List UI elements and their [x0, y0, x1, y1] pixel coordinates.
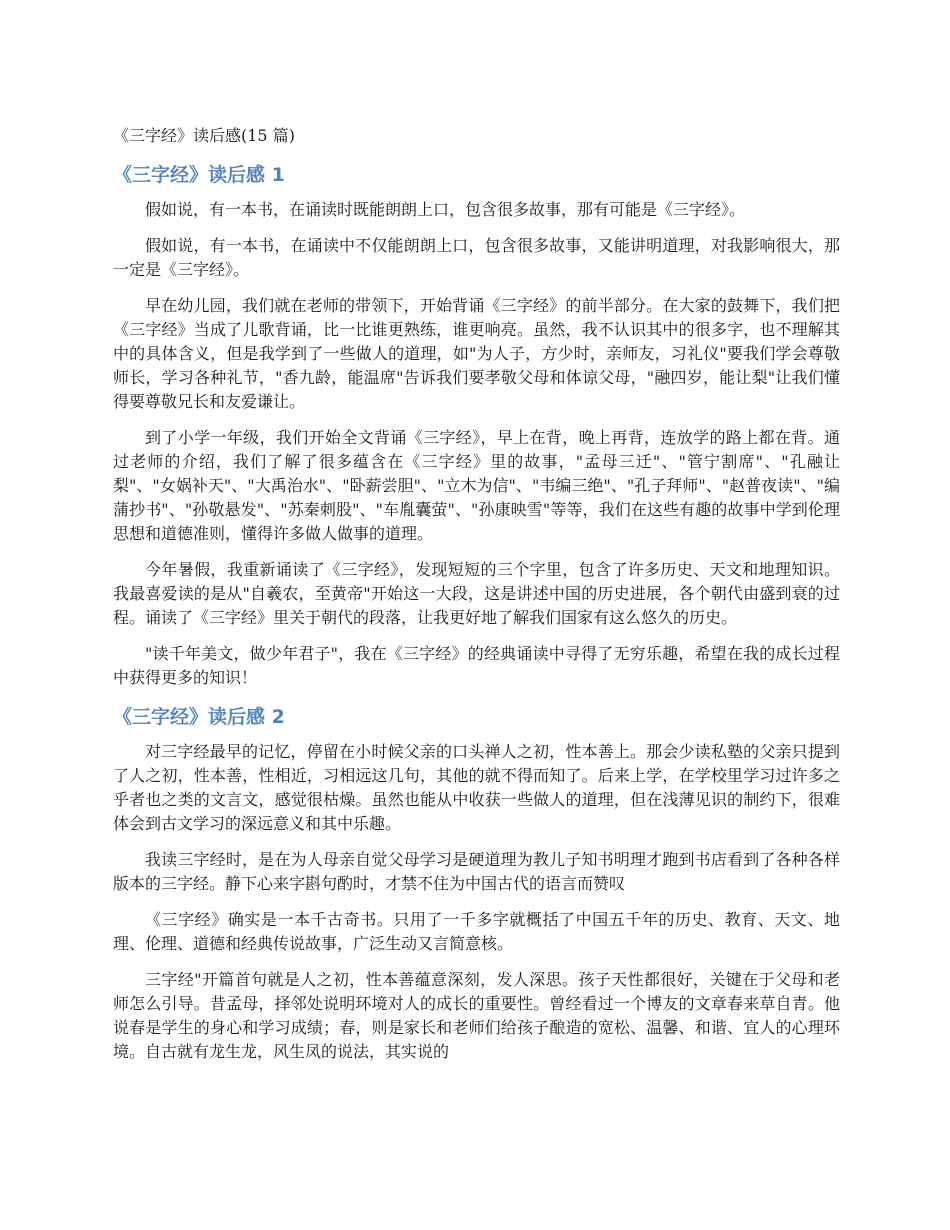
section-1 [113, 160, 840, 690]
document-title: 《三字经》读后感(15 篇) [113, 126, 295, 145]
paragraph: 对三字经最早的记忆，停留在小时候父亲的口头禅人之初，性本善上。那会少读私塾的父亲只提到了人之初，性本善，性相近，习相远这几句，其他的就不得而知了。后来上学，在学校里学习过许多之乎者也之类的文言文，感觉很枯燥。虽然也能从中收获一些做人的道理，但在浅薄见识的制约下，很难体会到古文学习的深远意义和其中乐趣。 [113, 742, 840, 833]
paragraph: 假如说，有一本书，在诵读中不仅能朗朗上口，包含很多故事，又能讲明道理，对我影响很大，那一定是《三字经》。 [113, 236, 840, 279]
paragraph: 三字经"开篇首句就是人之初，性本善蕴意深刻，发人深思。孩子天性都很好，关键在于父母和老师怎么引导。昔孟母，择邻处说明环境对人的成长的重要性。曾经看过一个博友的文章春来草自青。他说春是学生的身心和学习成绩；春，则是家长和老师们给孩子酿造的宽松、温馨、和谐、宜人的心理环境。自古就有龙生龙，风生凤的说法，其实说的 [113, 970, 840, 1061]
section-2 [113, 702, 840, 1064]
paragraph: "读千年美文，做少年君子"，我在《三字经》的经典诵读中寻得了无穷乐趣，希望在我的成长过程中获得更多的知识！ [113, 644, 840, 687]
paragraph: 假如说，有一本书，在诵读时既能朗朗上口，包含很多故事，那有可能是《三字经》。 [145, 200, 746, 219]
section-heading: 《三字经》读后感 1 [113, 164, 285, 186]
paragraph: 到了小学一年级，我们开始全文背诵《三字经》，早上在背，晚上再背，连放学的路上都在背。通过老师的介绍，我们了解了很多蕴含在《三字经》里的故事，"孟母三迁"、"管宁割席"、"孔融让梨"、"女娲补天"、"大禹治水"、"卧薪尝胆"、"立木为信"、"韦编三绝"、"孔子拜师"、"赵普夜读"、"编蒲抄书"、"孙敬悬发"、"苏秦刺股"、"车胤囊萤"、"孙康映雪"等等，我们在这些有趣的故事中学到伦理思想和道德准则，懂得许多做人做事的道理。 [113, 428, 840, 543]
section-heading: 《三字经》读后感 2 [113, 706, 285, 728]
paragraph: 《三字经》确实是一本千古奇书。只用了一千多字就概括了中国五千年的历史、教育、天文、地理、伦理、道德和经典传说故事，广泛生动又言简意核。 [113, 910, 840, 953]
paragraph: 早在幼儿园，我们就在老师的带领下，开始背诵《三字经》的前半部分。在大家的鼓舞下，我们把《三字经》当成了儿歌背诵，比一比谁更熟练，谁更响亮。虽然，我不认识其中的很多字，也不理解其中的具体含义，但是我学到了一些做人的道理，如"为人子，方少时，亲师友，习礼仪"要我们学会尊敬师长，学习各种礼节，"香九龄，能温席"告诉我们要孝敬父母和体谅父母，"融四岁，能让梨"让我们懂得要尊敬兄长和友爱谦让。 [113, 296, 840, 411]
paragraph: 我读三字经时，是在为人母亲自觉父母学习是硬道理为教儿子知书明理才跑到书店看到了各种各样版本的三字经。静下心来字斟句酌时，才禁不住为中国古代的语言而赞叹 [113, 850, 840, 893]
paragraph: 今年暑假，我重新诵读了《三字经》，发现短短的三个字里，包含了许多历史、天文和地理知识。我最喜爱读的是从"自羲农，至黄帝"开始这一大段，这是讲述中国的历史进展，各个朝代由盛到衰的过程。诵读了《三字经》里关于朝代的段落，让我更好地了解我们国家有这么悠久的历史。 [113, 560, 840, 627]
